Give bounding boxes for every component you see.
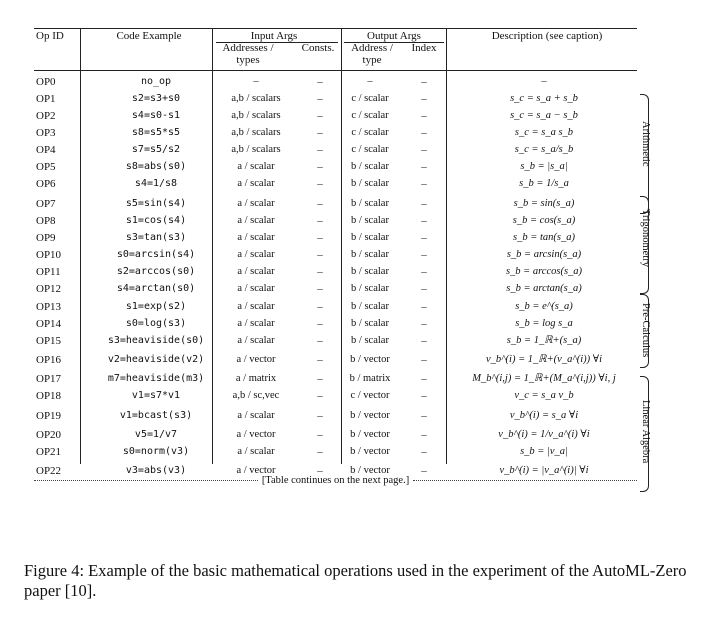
cell-idx: – (421, 283, 427, 295)
cell-code: s0=arcsin(s4) (116, 249, 196, 260)
table-continuation (34, 475, 637, 486)
cell-desc: v_b^(i) = 1/v_a^(i) ∀i (498, 429, 590, 440)
cell-addr: a / vector (236, 465, 276, 476)
cell-const: – (317, 249, 323, 261)
cell-oaddr: b / scalar (351, 266, 389, 277)
cell-code: s8=s5*s5 (131, 127, 181, 138)
table-row (34, 408, 637, 424)
cell-desc: v_b^(i) = 1_ℝ+(v_a^(i)) ∀i (485, 354, 603, 365)
table-row (34, 388, 637, 404)
cell-code: v5=1/v7 (134, 429, 178, 440)
cell-addr: a,b / scalars (231, 144, 281, 155)
cell-oaddr: b / vector (350, 429, 390, 440)
table-row (34, 427, 637, 443)
cell-oaddr: b / vector (350, 446, 390, 457)
cell-code: no_op (140, 76, 172, 87)
table-row (34, 91, 637, 107)
cell-id: OP12 (36, 283, 62, 295)
cell-code: s3=heaviside(s0) (107, 335, 205, 346)
cell-const: – (317, 354, 323, 366)
cell-const: – (317, 410, 323, 422)
table-row (34, 299, 637, 315)
cell-id: OP13 (36, 301, 62, 313)
table-row (34, 108, 637, 124)
cell-oaddr: c / scalar (351, 110, 389, 121)
cell-desc: s_b = sin(s_a) (513, 198, 575, 209)
cell-addr: a / scalar (237, 318, 275, 329)
table-row (34, 159, 637, 175)
cell-oaddr: – (367, 76, 373, 87)
table-row (34, 196, 637, 212)
cell-const: – (317, 429, 323, 441)
cell-const: – (317, 373, 323, 385)
cell-id: OP21 (36, 446, 62, 458)
cell-id: OP11 (36, 266, 61, 278)
header-input-args: Input Args (250, 30, 298, 42)
table-row (34, 281, 637, 297)
table-row (34, 264, 637, 280)
cell-code: m7=heaviside(m3) (107, 373, 205, 384)
table-row (34, 213, 637, 229)
cell-id: OP16 (36, 354, 62, 366)
cell-idx: – (421, 429, 427, 441)
cell-oaddr: b / scalar (351, 215, 389, 226)
cell-idx: – (421, 76, 427, 88)
cell-code: s5=sin(s4) (125, 198, 187, 209)
cell-desc: v_c = s_a v_b (514, 390, 574, 401)
cell-code: s8=abs(s0) (125, 161, 187, 172)
cell-id: OP17 (36, 373, 62, 385)
table-row (34, 74, 637, 90)
cell-const: – (317, 465, 323, 477)
cell-code: s4=s0-s1 (131, 110, 181, 121)
cell-idx: – (421, 266, 427, 278)
cell-id: OP7 (36, 198, 56, 210)
table-row (34, 230, 637, 246)
cell-id: OP4 (36, 144, 56, 156)
cell-desc: s_c = s_a − s_b (510, 110, 578, 121)
cell-id: OP14 (36, 318, 62, 330)
cell-desc: s_b = arcsin(s_a) (506, 249, 582, 260)
header-description: Description (see caption) (491, 30, 603, 42)
cell-addr: a / scalar (237, 215, 275, 226)
cell-oaddr: c / scalar (351, 127, 389, 138)
table-row (34, 444, 637, 460)
cell-desc: v_b^(i) = s_a ∀i (509, 410, 579, 421)
cell-oaddr: b / scalar (351, 318, 389, 329)
cell-code: s0=norm(v3) (122, 446, 190, 457)
cell-desc: – (541, 76, 547, 87)
table-row (34, 333, 637, 349)
cell-oaddr: b / matrix (349, 373, 391, 384)
cell-addr: a / scalar (237, 410, 275, 421)
cell-oaddr: b / scalar (351, 249, 389, 260)
output-args-rule (344, 42, 444, 43)
cell-oaddr: b / vector (350, 354, 390, 365)
cell-idx: – (421, 410, 427, 422)
cell-const: – (317, 301, 323, 313)
cell-oaddr: b / scalar (351, 301, 389, 312)
cell-code: s2=s3+s0 (131, 93, 181, 104)
cell-code: v3=abs(v3) (125, 465, 187, 476)
category-label-arithmetic: Arithmetic (640, 121, 651, 167)
cell-desc: s_b = |s_a| (520, 161, 568, 172)
cell-const: – (317, 178, 323, 190)
cell-const: – (317, 318, 323, 330)
table-row (34, 125, 637, 141)
cell-code: s1=exp(s2) (125, 301, 187, 312)
cell-idx: – (421, 335, 427, 347)
cell-addr: a / scalar (237, 301, 275, 312)
cell-desc: s_c = s_a + s_b (510, 93, 578, 104)
cell-desc: s_b = tan(s_a) (513, 232, 575, 243)
cell-code: s3=tan(s3) (125, 232, 187, 243)
category-label-linear-algebra: Linear Algebra (640, 400, 651, 464)
cell-desc: s_c = s_a s_b (514, 127, 574, 138)
cell-oaddr: b / vector (350, 465, 390, 476)
cell-idx: – (421, 198, 427, 210)
cell-const: – (317, 76, 323, 88)
cell-idx: – (421, 465, 427, 477)
cell-idx: – (421, 373, 427, 385)
header-op-id: Op ID (36, 30, 64, 42)
cell-oaddr: b / scalar (351, 161, 389, 172)
cell-oaddr: c / scalar (351, 144, 389, 155)
cell-code: v1=s7*v1 (131, 390, 181, 401)
cell-code: v2=heaviside(v2) (107, 354, 205, 365)
cell-oaddr: c / scalar (351, 93, 389, 104)
cell-id: OP6 (36, 178, 56, 190)
cell-addr: a,b / scalars (231, 110, 281, 121)
dotted-leader (413, 480, 637, 481)
cell-idx: – (421, 390, 427, 402)
cell-id: OP0 (36, 76, 56, 88)
cell-id: OP8 (36, 215, 56, 227)
cell-desc: M_b^(i,j) = 1_ℝ+(M_a^(i,j)) ∀i, j (472, 373, 616, 384)
dotted-leader (34, 480, 258, 481)
table-header (34, 28, 637, 70)
cell-oaddr: b / scalar (351, 283, 389, 294)
cell-desc: s_b = e^(s_a) (515, 301, 573, 312)
cell-const: – (317, 127, 323, 139)
cell-addr: a / scalar (237, 232, 275, 243)
header-output-args: Output Args (367, 30, 421, 42)
cell-const: – (317, 446, 323, 458)
cell-addr: a,b / scalars (231, 127, 281, 138)
cell-const: – (317, 390, 323, 402)
header-index: Index (411, 42, 437, 54)
figure-caption: Figure 4: Example of the basic mathematical operations used in the experiment of the AutoML-Zero paper [10]. (24, 561, 687, 600)
cell-desc: s_b = arccos(s_a) (505, 266, 583, 277)
cell-addr: a / vector (236, 429, 276, 440)
cell-code: s0=log(s3) (125, 318, 187, 329)
cell-const: – (317, 335, 323, 347)
cell-id: OP15 (36, 335, 62, 347)
cell-const: – (317, 198, 323, 210)
cell-code: v1=bcast(s3) (119, 410, 193, 421)
category-label-pre-calculus: Pre-Calculus (640, 303, 651, 358)
cell-idx: – (421, 301, 427, 313)
cell-idx: – (421, 215, 427, 227)
cell-desc: s_b = 1_ℝ+(s_a) (506, 335, 582, 346)
cell-id: OP1 (36, 93, 56, 105)
cell-desc: s_b = log s_a (515, 318, 573, 329)
cell-oaddr: b / scalar (351, 335, 389, 346)
cell-const: – (317, 144, 323, 156)
cell-code: s4=arctan(s0) (116, 283, 196, 294)
cell-idx: – (421, 178, 427, 190)
cell-id: OP19 (36, 410, 62, 422)
cell-const: – (317, 110, 323, 122)
cell-addr: a / scalar (237, 198, 275, 209)
cell-desc: s_b = |v_a| (520, 446, 568, 457)
cell-addr: a / vector (236, 354, 276, 365)
cell-id: OP5 (36, 161, 56, 173)
cell-id: OP10 (36, 249, 62, 261)
cell-id: OP18 (36, 390, 62, 402)
cell-idx: – (421, 93, 427, 105)
cell-id: OP20 (36, 429, 62, 441)
cell-idx: – (421, 232, 427, 244)
cell-idx: – (421, 249, 427, 261)
cell-const: – (317, 93, 323, 105)
operations-table (34, 28, 651, 477)
cell-addr: a,b / scalars (231, 93, 281, 104)
cell-oaddr: b / scalar (351, 178, 389, 189)
table-row (34, 352, 637, 368)
cell-idx: – (421, 127, 427, 139)
cell-idx: – (421, 446, 427, 458)
category-label-trigonometry: Trigonometry (640, 209, 651, 267)
cell-desc: v_b^(i) = |v_a^(i)| ∀i (499, 465, 589, 476)
header-code: Code Example (116, 30, 182, 42)
cell-addr: a / scalar (237, 249, 275, 260)
cell-oaddr: c / vector (350, 390, 390, 401)
cell-addr: a / matrix (235, 373, 277, 384)
cell-id: OP22 (36, 465, 62, 477)
cell-const: – (317, 266, 323, 278)
cell-const: – (317, 161, 323, 173)
cell-const: – (317, 283, 323, 295)
cell-idx: – (421, 144, 427, 156)
cell-const: – (317, 215, 323, 227)
table-row (34, 371, 637, 387)
cell-oaddr: b / vector (350, 410, 390, 421)
header-addresses: Addresses / types (222, 42, 274, 66)
header-address: Address / type (351, 42, 393, 66)
input-args-rule (216, 42, 338, 43)
cell-const: – (317, 232, 323, 244)
cell-addr: a / scalar (237, 178, 275, 189)
cell-desc: s_b = arctan(s_a) (506, 283, 582, 294)
cell-idx: – (421, 354, 427, 366)
cell-desc: s_b = cos(s_a) (512, 215, 576, 226)
cell-oaddr: b / scalar (351, 198, 389, 209)
cell-oaddr: b / scalar (351, 232, 389, 243)
cell-addr: a / scalar (237, 266, 275, 277)
cell-addr: a,b / sc,vec (232, 390, 280, 401)
cell-code: s2=arccos(s0) (116, 266, 196, 277)
cell-code: s7=s5/s2 (131, 144, 181, 155)
cell-code: s1=cos(s4) (125, 215, 187, 226)
cell-idx: – (421, 161, 427, 173)
cell-idx: – (421, 110, 427, 122)
table-row (34, 316, 637, 332)
cell-idx: – (421, 318, 427, 330)
cell-desc: s_c = s_a/s_b (514, 144, 574, 155)
table-row (34, 247, 637, 263)
cell-id: OP2 (36, 110, 56, 122)
header-consts: Consts. (301, 42, 335, 54)
continuation-text: [Table continues on the next page.] (261, 475, 410, 486)
cell-addr: a / scalar (237, 335, 275, 346)
cell-code: s4=1/s8 (134, 178, 178, 189)
table-row (34, 176, 637, 192)
cell-desc: s_b = 1/s_a (519, 178, 569, 189)
cell-addr: a / scalar (237, 161, 275, 172)
cell-addr: a / scalar (237, 446, 275, 457)
table-row (34, 142, 637, 158)
cell-id: OP9 (36, 232, 56, 244)
cell-addr: – (253, 76, 259, 87)
cell-addr: a / scalar (237, 283, 275, 294)
cell-id: OP3 (36, 127, 56, 139)
header-bottom-rule (34, 70, 637, 71)
